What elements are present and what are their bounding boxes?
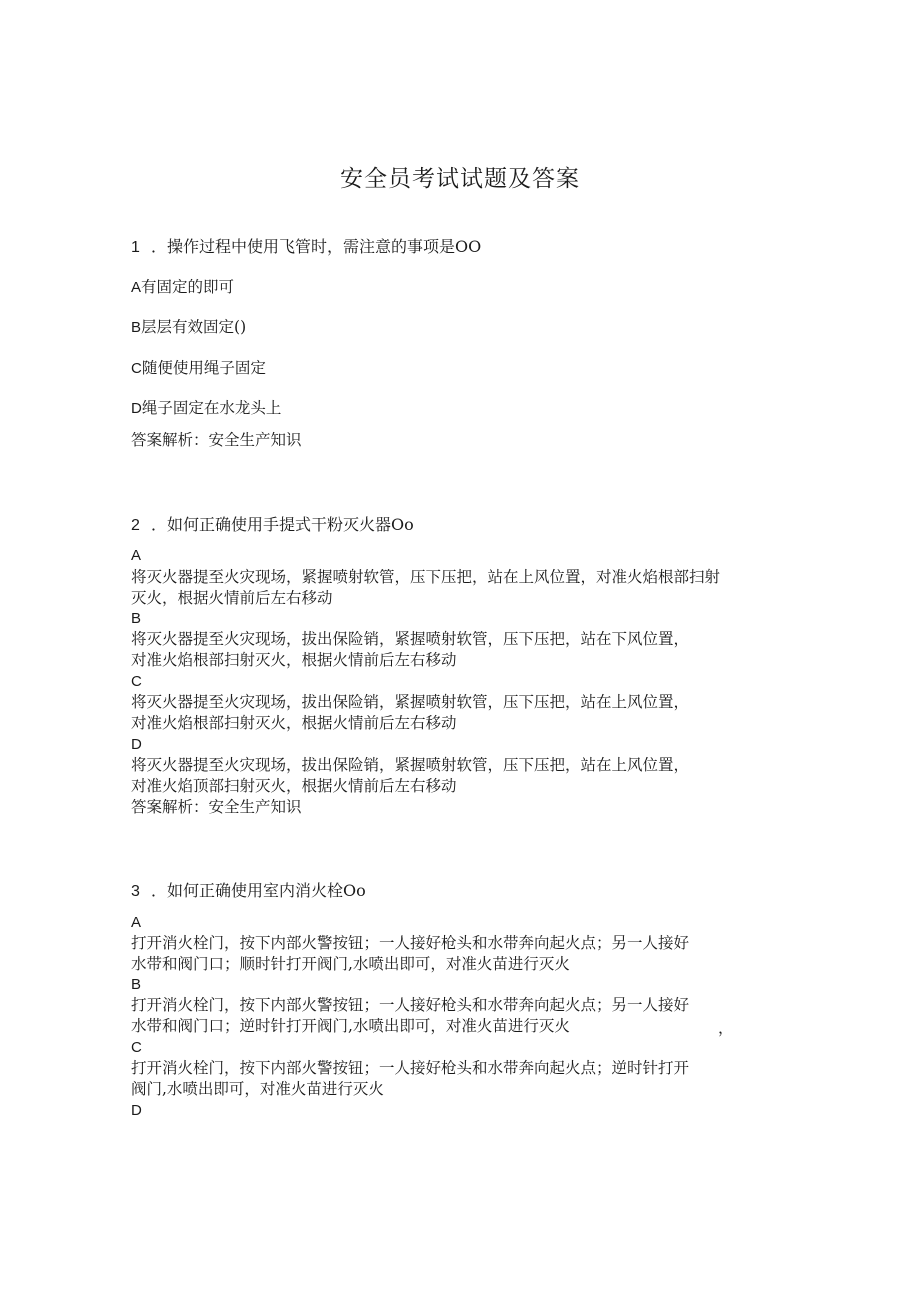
question-2-option-c-line-2: 对准火焰根部扫射灭火，根据火情前后左右移动 xyxy=(131,714,457,732)
question-3-option-b-trailing-comma: ， xyxy=(718,1019,734,1037)
question-3-option-a-line-2: 水带和阀门口；顺时针打开阀门,水喷出即可，对准火苗进行灭火 xyxy=(131,955,570,973)
option-letter: C xyxy=(131,360,142,377)
question-2-option-a-line-1: 将灭火器提至火灾现场，紧握喷射软管，压下压把，站在上风位置，对准火焰根部扫射 xyxy=(131,568,721,586)
option-text: 层层有效固定() xyxy=(141,318,247,336)
question-3-option-a-letter: A xyxy=(131,914,142,931)
question-2-option-b-line-2: 对准火焰根部扫射灭火，根据火情前后左右移动 xyxy=(131,651,457,669)
question-1-option-d xyxy=(131,398,281,419)
option-letter: A xyxy=(131,279,142,296)
question-3-option-c-letter: C xyxy=(131,1039,142,1056)
option-letter: B xyxy=(131,319,142,336)
question-1-heading xyxy=(131,236,481,258)
option-text: 有固定的即可 xyxy=(141,278,235,296)
question-3-option-b-letter: B xyxy=(131,976,142,993)
question-2-text: ．如何正确使用手提式干粉灭火器Oo xyxy=(151,515,414,534)
question-2-option-b-line-1: 将灭火器提至火灾现场，拔出保险销，紧握喷射软管，压下压把，站在下风位置， xyxy=(131,630,690,648)
question-1-analysis: 答案解析：安全生产知识 xyxy=(131,431,302,449)
option-text: 随便使用绳子固定 xyxy=(141,359,266,377)
question-2-option-c-line-1: 将灭火器提至火灾现场，拔出保险销，紧握喷射软管，压下压把，站在上风位置， xyxy=(131,693,690,711)
question-1-option-c xyxy=(131,358,266,379)
question-3-text: ．如何正确使用室内消火栓Oo xyxy=(151,881,366,900)
question-1-option-b xyxy=(131,317,246,338)
question-2-option-a-line-2: 灭火，根据火情前后左右移动 xyxy=(131,589,333,607)
question-3-option-a-line-1: 打开消火栓门，按下内部火警按钮；一人接好枪头和水带奔向起火点；另一人接好 xyxy=(131,934,690,952)
question-3-option-b-line-2: 水带和阀门口；逆时针打开阀门,水喷出即可，对准火苗进行灭火 xyxy=(131,1017,570,1035)
question-3-option-c-line-2: 阀门,水喷出即可，对准火苗进行灭火 xyxy=(131,1080,384,1098)
question-3-heading xyxy=(131,880,366,902)
question-2-option-d-line-1: 将灭火器提至火灾现场，拔出保险销，紧握喷射软管，压下压把，站在上风位置， xyxy=(131,756,690,774)
question-3-option-d-letter: D xyxy=(131,1102,142,1119)
option-text: 绳子固定在水龙头上 xyxy=(141,399,282,417)
question-2-analysis: 答案解析：安全生产知识 xyxy=(131,798,302,816)
question-3-option-c-line-1: 打开消火栓门，按下内部火警按钮；一人接好枪头和水带奔向起火点；逆时针打开 xyxy=(131,1059,690,1077)
question-3-number: 3 xyxy=(131,883,140,900)
question-2-option-b-letter: B xyxy=(131,610,142,627)
question-3-option-b-line-1: 打开消火栓门，按下内部火警按钮；一人接好枪头和水带奔向起火点；另一人接好 xyxy=(131,996,690,1014)
question-2-option-c-letter: C xyxy=(131,673,142,690)
question-1-option-a xyxy=(131,277,234,298)
question-2-option-a-letter: A xyxy=(131,547,142,564)
question-2-heading xyxy=(131,514,414,536)
question-1-number: 1 xyxy=(131,239,140,256)
question-1-text: ．操作过程中使用飞管时，需注意的事项是OO xyxy=(151,237,482,256)
question-2-option-d-letter: D xyxy=(131,736,142,753)
question-2-option-d-line-2: 对准火焰顶部扫射灭火，根据火情前后左右移动 xyxy=(131,777,457,795)
document-title: 安全员考试试题及答案 xyxy=(340,166,580,192)
question-2-number: 2 xyxy=(131,517,140,534)
option-letter: D xyxy=(131,400,142,417)
